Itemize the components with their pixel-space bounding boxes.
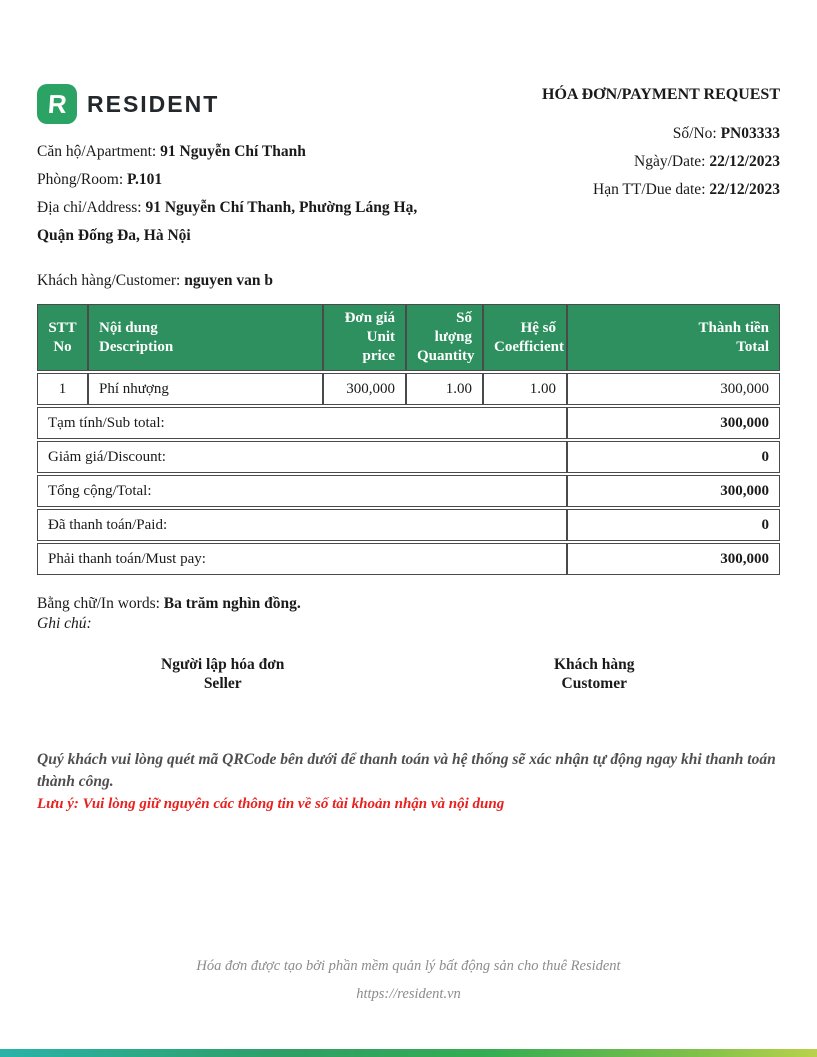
paid-label: Đã thanh toán/Paid: xyxy=(37,509,567,541)
brand xyxy=(37,84,447,124)
item-no: 1 xyxy=(37,373,88,405)
item-unit-price: 300,000 xyxy=(323,373,406,405)
apartment-line xyxy=(37,138,447,166)
subtotal-label: Tạm tính/Sub total: xyxy=(37,407,567,439)
summary-row-paid xyxy=(37,509,780,541)
page-footer xyxy=(0,952,817,1008)
seller-signature-block xyxy=(37,655,409,693)
discount-label: Giảm giá/Discount: xyxy=(37,441,567,473)
total-value: 300,000 xyxy=(567,475,780,507)
invoice-number-line xyxy=(447,120,780,148)
item-total: 300,000 xyxy=(567,373,780,405)
in-words-label: Bằng chữ/In words: xyxy=(37,595,164,612)
signature-section xyxy=(37,655,780,693)
room-line xyxy=(37,166,447,194)
col-header-unit-price: Đơn giá Unit price xyxy=(323,304,406,371)
resident-logo-icon xyxy=(37,84,77,124)
header-right xyxy=(447,84,780,250)
summary-row-must-pay xyxy=(37,543,780,575)
in-words-value: Ba trăm nghìn đồng. xyxy=(163,595,301,612)
in-words-line xyxy=(37,595,780,613)
seller-title-en: Seller xyxy=(203,675,242,692)
address-value: 91 Nguyễn Chí Thanh, Phường Láng Hạ, Quận Đống Đa, Hà Nội xyxy=(37,199,418,244)
address-line xyxy=(37,194,447,250)
room-value: P.101 xyxy=(127,171,163,188)
col-header-description: Nội dung Description xyxy=(88,304,323,371)
apartment-label: Căn hộ/Apartment: xyxy=(37,143,161,160)
brand-name: RESIDENT xyxy=(87,90,220,117)
item-description: Phí nhượng xyxy=(88,373,323,405)
invoice-table-header xyxy=(37,304,780,371)
qr-payment-note: Quý khách vui lòng quét mã QRCode bên dưới để thanh toán và hệ thống sẽ xác nhận tự động ngay khi thanh toán thành công. xyxy=(37,751,776,791)
due-date-line xyxy=(447,176,780,204)
paid-value: 0 xyxy=(567,509,780,541)
due-date-label: Hạn TT/Due date: xyxy=(593,181,710,198)
seller-title-vi: Người lập hóa đơn xyxy=(161,656,285,673)
item-coefficient: 1.00 xyxy=(483,373,567,405)
invoice-date-value: 22/12/2023 xyxy=(709,153,780,170)
footer-link[interactable]: https://resident.vn xyxy=(356,986,461,1002)
customer-title-vi: Khách hàng xyxy=(553,656,635,673)
logo-letter: R xyxy=(46,89,68,119)
customer-signature-block xyxy=(409,655,781,693)
brand-gradient-bar xyxy=(0,1049,817,1057)
customer-value: nguyen van b xyxy=(184,272,273,289)
item-quantity: 1.00 xyxy=(406,373,483,405)
customer-label: Khách hàng/Customer: xyxy=(37,272,185,289)
col-header-no: STT No xyxy=(37,304,88,371)
room-label: Phòng/Room: xyxy=(37,171,128,188)
total-label: Tổng cộng/Total: xyxy=(37,475,567,507)
summary-row-subtotal xyxy=(37,407,780,439)
note-label: Ghi chú: xyxy=(37,615,92,632)
warning-note: Lưu ý: Vui lòng giữ nguyên các thông tin về số tài khoản nhận và nội dung xyxy=(37,795,505,812)
apartment-value: 91 Nguyễn Chí Thanh xyxy=(160,143,306,160)
footer-text: Hóa đơn được tạo bởi phần mềm quản lý bất động sản cho thuê Resident xyxy=(196,958,621,974)
subtotal-value: 300,000 xyxy=(567,407,780,439)
customer-title-en: Customer xyxy=(561,675,627,692)
invoice-table xyxy=(37,302,780,577)
document-title: HÓA ĐƠN/PAYMENT REQUEST xyxy=(542,86,780,103)
address-label: Địa chỉ/Address: xyxy=(37,199,146,216)
summary-row-total xyxy=(37,475,780,507)
summary-row-discount xyxy=(37,441,780,473)
col-header-coefficient: Hệ số Coefficient xyxy=(483,304,567,371)
customer-line xyxy=(37,272,780,290)
invoice-number-value: PN03333 xyxy=(720,125,780,142)
invoice-date-line xyxy=(447,148,780,176)
must-pay-label: Phải thanh toán/Must pay: xyxy=(37,543,567,575)
must-pay-value: 300,000 xyxy=(567,543,780,575)
discount-value: 0 xyxy=(567,441,780,473)
header-section xyxy=(37,84,780,250)
table-row xyxy=(37,373,780,405)
col-header-total: Thành tiền Total xyxy=(567,304,780,371)
invoice-number-label: Số/No: xyxy=(672,125,721,142)
header-left xyxy=(37,84,447,250)
invoice-date-label: Ngày/Date: xyxy=(634,153,710,170)
col-header-quantity: Số lượng Quantity xyxy=(406,304,483,371)
due-date-value: 22/12/2023 xyxy=(709,181,780,198)
